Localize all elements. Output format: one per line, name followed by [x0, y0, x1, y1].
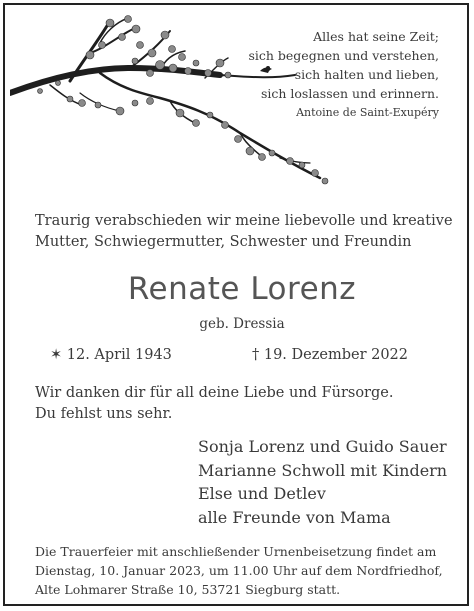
notice-frame — [3, 3, 469, 606]
thanks-text — [35, 383, 455, 425]
mourners-list — [198, 435, 468, 529]
death-date: † 19. Dezember 2022 — [252, 347, 409, 363]
mourner-entry: Else und Detlev — [198, 484, 326, 503]
intro-text — [35, 211, 455, 253]
birth-date: ✶ 12. April 1943 — [50, 347, 172, 363]
mourner-entry: Marianne Schwoll mit Kindern — [198, 460, 448, 480]
funeral-line: Die Trauerfeier mit anschließender Urnenbeisetzung findet am — [35, 544, 437, 559]
funeral-line: Alte Lohmarer Straße 10, 53721 Siegburg statt. — [35, 582, 341, 597]
mourner-entry: alle Freunde von Mama — [198, 507, 391, 527]
quote-line: Alles hat seine Zeit; — [313, 29, 439, 44]
deceased-name: Renate Lorenz — [127, 271, 357, 307]
thanks-line: Du fehlst uns sehr. — [35, 406, 173, 422]
quote-block — [248, 27, 439, 122]
quote-line: sich loslassen und erinnern. — [260, 86, 439, 101]
mourner-entry: Sonja Lorenz und Guido Sauer — [198, 437, 447, 456]
funeral-line: Dienstag, 10. Januar 2023, um 11.00 Uhr auf dem Nordfriedhof, — [35, 563, 443, 578]
birth-name: geb. Dressia — [199, 316, 285, 332]
funeral-info — [35, 542, 465, 599]
quote-line: sich halten und lieben, — [294, 67, 439, 82]
intro-line: Traurig verabschieden wir meine liebevolle und kreative — [35, 213, 453, 229]
quote-line: sich begegnen und verstehen, — [248, 48, 439, 63]
intro-line: Mutter, Schwiegermutter, Schwester und Freundin — [35, 234, 412, 250]
quote-author: Antoine de Saint-Exupéry — [296, 106, 439, 119]
thanks-line: Wir danken dir für all deine Liebe und Fürsorge. — [35, 385, 394, 401]
